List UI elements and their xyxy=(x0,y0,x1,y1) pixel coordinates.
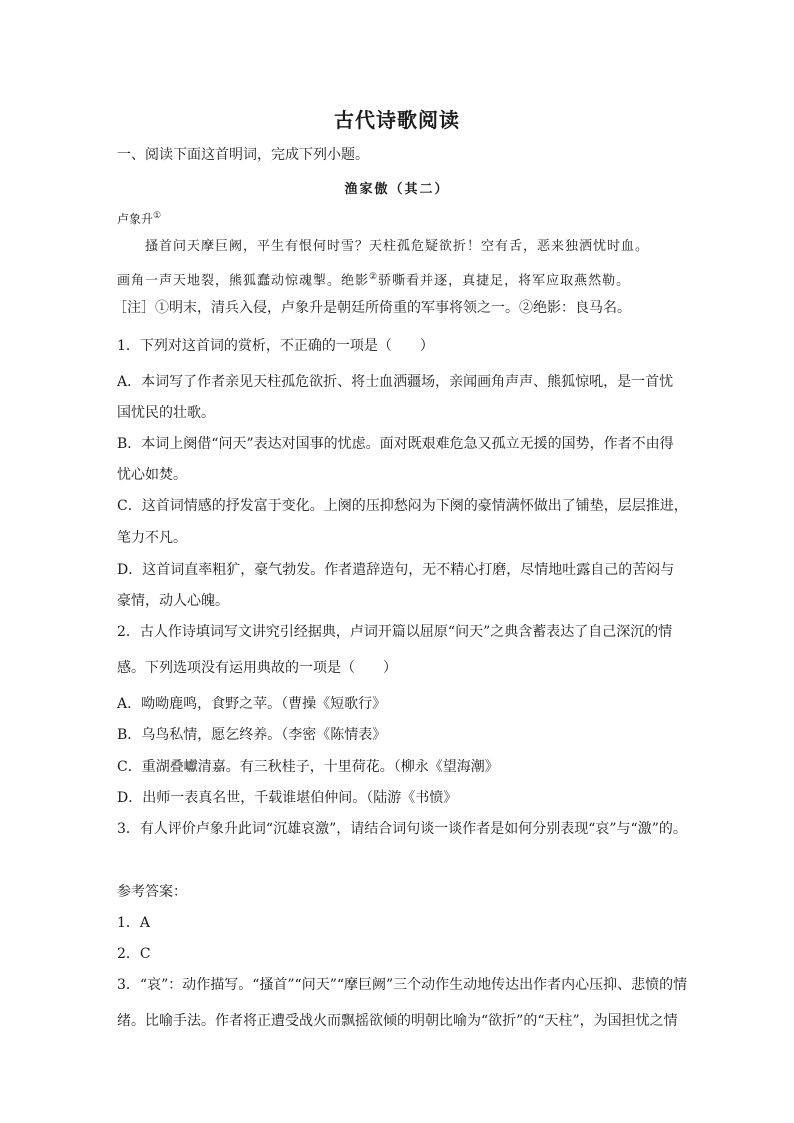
question-2-stem-line-2: 感。下列选项没有运用典故的一项是（ ） xyxy=(117,660,397,676)
poem-title: 渔家傲（其二） xyxy=(344,182,450,197)
question-1-option-b-line-1: B．本词上阕借“问天”表达对国事的忧虑。面对既艰难危急又孤立无援的国势，作者不由得 xyxy=(117,436,674,452)
question-1-stem: 1．下列对这首词的赏析，不正确的一项是（ ） xyxy=(117,338,434,354)
question-2-option-b: B．乌鸟私情，愿乞终养。（李密《陈情表》 xyxy=(117,727,387,743)
question-1-option-b-line-2: 忧心如焚。 xyxy=(117,467,187,483)
answer-3-line-1: 3．“哀”：动作描写。“搔首”“问天”“摩巨阙”三个动作生动地传达出作者内心压抑、悲愤的情 xyxy=(117,977,688,993)
question-2-option-a: A．呦呦鹿鸣，食野之苹。（曹操《短歌行》 xyxy=(117,696,387,712)
annotation-note: ［注］①明末，清兵入侵，卢象升是朝廷所倚重的军事将领之一。②绝影：良马名。 xyxy=(113,300,631,316)
poem-line-2 xyxy=(117,268,682,290)
poem-line-1: 搔首问天摩巨阙，平生有恨何时雪？天柱孤危疑欲折！空有舌，恶来独洒忧时血。 xyxy=(145,239,650,254)
question-2-option-c: C．重湖叠巘清嘉。有三秋桂子，十里荷花。（柳永《望海潮》 xyxy=(117,759,499,775)
question-1-option-a-line-1: A．本词写了作者亲见天柱孤危欲折、将士血洒疆场，亲闻画角声声、熊狐惊吼，是一首忧 xyxy=(117,374,674,390)
question-1-option-c-line-2: 笔力不凡。 xyxy=(117,530,187,546)
poem-line-2b: 骄嘶看并逐，真捷足，将军应取燕然勒。 xyxy=(378,273,631,289)
answer-2: 2．C xyxy=(117,946,151,962)
author-note-mark: ① xyxy=(153,211,162,221)
author-name: 卢象升 xyxy=(117,212,154,226)
answers-heading: 参考答案： xyxy=(117,884,187,900)
question-1-option-a-line-2: 国忧民的壮歌。 xyxy=(117,405,215,421)
poem-author xyxy=(117,207,682,228)
question-2-stem-line-1: 2．古人作诗填词写文讲究引经据典，卢词开篇以屈原“问天”之典含蓄表达了自己深沉的情 xyxy=(117,624,673,640)
question-2-option-d: D．出师一表真名世，千载谁堪伯仲间。（陆游《书愤》 xyxy=(117,790,458,806)
answer-1: 1．A xyxy=(117,915,151,931)
answer-3-line-2: 绪。比喻手法。作者将正遭受战火而飘摇欲倾的明朝比喻为“欲折”的“天柱”，为国担忧之情 xyxy=(117,1013,678,1029)
poem-line-2a: 画角一声天地裂，熊狐蠢动惊魂掣。绝影 xyxy=(117,273,370,289)
section-heading: 一、阅读下面这首明词，完成下列小题。 xyxy=(117,147,369,163)
question-3: 3．有人评价卢象升此词“沉雄哀激”，请结合词句谈一谈作者是如何分别表现“哀”与“激”的。 xyxy=(117,821,687,837)
page-title: 古代诗歌阅读 xyxy=(334,108,460,132)
question-1-option-d-line-2: 豪情，动人心魄。 xyxy=(117,593,229,609)
question-1-option-c-line-1: C．这首词情感的抒发富于变化。上阕的压抑愁闷为下阕的豪情满怀做出了铺垫，层层推进， xyxy=(117,498,688,514)
question-1-option-d-line-1: D．这首词直率粗犷，豪气勃发。作者遣辞造句，无不精心打磨，尽情地吐露自己的苦闷与 xyxy=(117,562,675,578)
poem-note-mark: ② xyxy=(369,272,379,282)
